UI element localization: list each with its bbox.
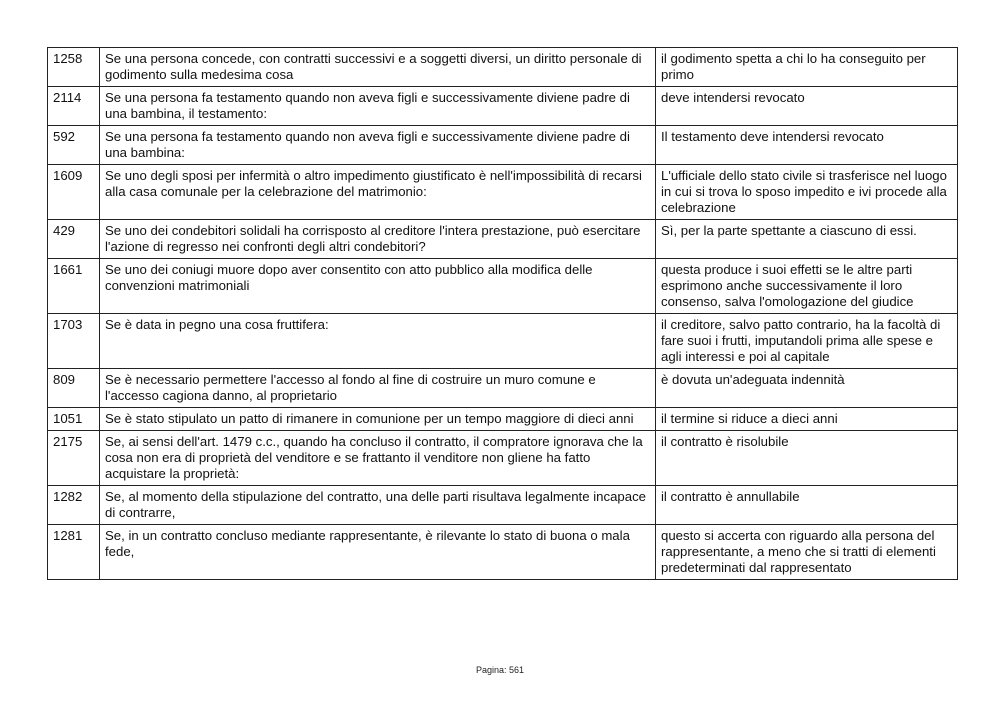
answer-cell: il godimento spetta a chi lo ha conseguito per primo xyxy=(656,48,958,87)
row-id-cell: 1703 xyxy=(48,314,100,369)
row-id-cell: 809 xyxy=(48,369,100,408)
qa-table xyxy=(47,47,958,580)
table-row xyxy=(48,314,958,369)
question-cell: Se è stato stipulato un patto di rimanere in comunione per un tempo maggiore di dieci anni xyxy=(100,408,656,431)
question-cell: Se è necessario permettere l'accesso al fondo al fine di costruire un muro comune e l'accesso cagiona danno, al proprietario xyxy=(100,369,656,408)
row-id-cell: 1282 xyxy=(48,486,100,525)
answer-cell: il contratto è risolubile xyxy=(656,431,958,486)
question-cell: Se una persona concede, con contratti successivi e a soggetti diversi, un diritto personale di godimento sulla medesima cosa xyxy=(100,48,656,87)
answer-cell: il creditore, salvo patto contrario, ha la facoltà di fare suoi i frutti, imputandoli prima alle spese e agli interessi e poi al capitale xyxy=(656,314,958,369)
row-id-cell: 1258 xyxy=(48,48,100,87)
table-row xyxy=(48,220,958,259)
question-cell: Se una persona fa testamento quando non aveva figli e successivamente diviene padre di una bambina, il testamento: xyxy=(100,87,656,126)
question-cell: Se uno degli sposi per infermità o altro impedimento giustificato è nell'impossibilità di recarsi alla casa comunale per la celebrazione del matrimonio: xyxy=(100,165,656,220)
question-cell: Se è data in pegno una cosa fruttifera: xyxy=(100,314,656,369)
table-row xyxy=(48,408,958,431)
page-number: Pagina: 561 xyxy=(475,665,525,675)
table-row xyxy=(48,126,958,165)
question-cell: Se una persona fa testamento quando non aveva figli e successivamente diviene padre di una bambina: xyxy=(100,126,656,165)
question-cell: Se uno dei coniugi muore dopo aver consentito con atto pubblico alla modifica delle convenzioni matrimoniali xyxy=(100,259,656,314)
answer-cell: questa produce i suoi effetti se le altre parti esprimono anche successivamente il loro consenso, salva l'omologazione del giudice xyxy=(656,259,958,314)
question-cell: Se, al momento della stipulazione del contratto, una delle parti risultava legalmente incapace di contrarre, xyxy=(100,486,656,525)
answer-cell: il termine si riduce a dieci anni xyxy=(656,408,958,431)
row-id-cell: 429 xyxy=(48,220,100,259)
row-id-cell: 1609 xyxy=(48,165,100,220)
table-row xyxy=(48,369,958,408)
table-row xyxy=(48,165,958,220)
row-id-cell: 1281 xyxy=(48,525,100,580)
answer-cell: deve intendersi revocato xyxy=(656,87,958,126)
question-cell: Se, ai sensi dell'art. 1479 c.c., quando ha concluso il contratto, il compratore ignorava che la cosa non era di proprietà del venditore e se frattanto il venditore non gliene ha fatto acquistare la proprietà: xyxy=(100,431,656,486)
row-id-cell: 1051 xyxy=(48,408,100,431)
answer-cell: il contratto è annullabile xyxy=(656,486,958,525)
answer-cell: questo si accerta con riguardo alla persona del rappresentante, a meno che si tratti di elementi predeterminati dal rappresentato xyxy=(656,525,958,580)
row-id-cell: 2175 xyxy=(48,431,100,486)
question-cell: Se, in un contratto concluso mediante rappresentante, è rilevante lo stato di buona o mala fede, xyxy=(100,525,656,580)
row-id-cell: 592 xyxy=(48,126,100,165)
question-cell: Se uno dei condebitori solidali ha corrisposto al creditore l'intera prestazione, può esercitare l'azione di regresso nei confronti degli altri condebitori? xyxy=(100,220,656,259)
table-row xyxy=(48,431,958,486)
table-row xyxy=(48,525,958,580)
answer-cell: L'ufficiale dello stato civile si trasferisce nel luogo in cui si trova lo sposo impedito e ivi procede alla celebrazione xyxy=(656,165,958,220)
row-id-cell: 2114 xyxy=(48,87,100,126)
answer-cell: Sì, per la parte spettante a ciascuno di essi. xyxy=(656,220,958,259)
table-row xyxy=(48,486,958,525)
table-row xyxy=(48,87,958,126)
row-id-cell: 1661 xyxy=(48,259,100,314)
table-row xyxy=(48,48,958,87)
qa-table-body xyxy=(48,48,958,580)
answer-cell: Il testamento deve intendersi revocato xyxy=(656,126,958,165)
answer-cell: è dovuta un'adeguata indennità xyxy=(656,369,958,408)
table-row xyxy=(48,259,958,314)
